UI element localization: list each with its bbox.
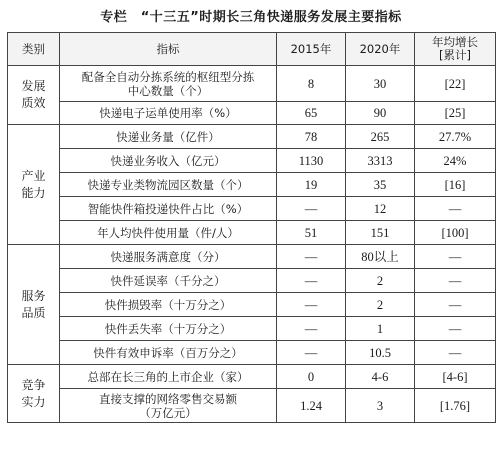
indicator-cell: 智能快件箱投递快件占比（%） bbox=[60, 197, 277, 221]
indicator-cell: 快件有效申诉率（百万分之） bbox=[60, 341, 277, 365]
indicator-cell: 快递业务量（亿件） bbox=[60, 125, 277, 149]
table-row bbox=[8, 125, 496, 149]
header-category: 类别 bbox=[8, 33, 60, 66]
table-row bbox=[8, 102, 496, 125]
table-title: 专栏 “十三五”时期长三角快递服务发展主要指标 bbox=[100, 10, 402, 25]
growth-cell: [1.76] bbox=[415, 389, 496, 423]
table-row bbox=[8, 365, 496, 389]
table-row bbox=[8, 341, 496, 365]
value-2020-cell: 35 bbox=[346, 173, 415, 197]
value-2020-cell: 151 bbox=[346, 221, 415, 245]
value-2020-cell: 1 bbox=[346, 317, 415, 341]
growth-cell: — bbox=[415, 197, 496, 221]
header-2015: 2015年 bbox=[277, 33, 346, 66]
table-row bbox=[8, 66, 496, 102]
category-cell: 发展 质效 bbox=[8, 66, 60, 125]
indicator-cell: 快件延误率（千分之） bbox=[60, 269, 277, 293]
growth-cell: — bbox=[415, 317, 496, 341]
growth-cell: [100] bbox=[415, 221, 496, 245]
value-2015-cell: — bbox=[277, 269, 346, 293]
header-2020: 2020年 bbox=[346, 33, 415, 66]
indicator-cell: 总部在长三角的上市企业（家） bbox=[60, 365, 277, 389]
value-2015-cell: — bbox=[277, 197, 346, 221]
value-2020-cell: 2 bbox=[346, 293, 415, 317]
header-indicator: 指标 bbox=[60, 33, 277, 66]
value-2020-cell: 3313 bbox=[346, 149, 415, 173]
growth-cell: [4-6] bbox=[415, 365, 496, 389]
value-2015-cell: 0 bbox=[277, 365, 346, 389]
document-frame bbox=[7, 4, 495, 423]
growth-cell: — bbox=[415, 269, 496, 293]
value-2015-cell: 1.24 bbox=[277, 389, 346, 423]
value-2015-cell: — bbox=[277, 293, 346, 317]
indicator-cell: 快件丢失率（十万分之） bbox=[60, 317, 277, 341]
category-cell: 服务 品质 bbox=[8, 245, 60, 365]
value-2015-cell: — bbox=[277, 317, 346, 341]
header-row bbox=[8, 33, 496, 66]
indicator-cell: 配备全自动分拣系统的枢纽型分拣 中心数量（个） bbox=[60, 66, 277, 102]
table-body bbox=[8, 66, 496, 423]
category-cell: 竞争 实力 bbox=[8, 365, 60, 423]
indicator-cell: 快递电子运单使用率（%） bbox=[60, 102, 277, 125]
indicator-cell: 快递服务满意度（分） bbox=[60, 245, 277, 269]
growth-cell: — bbox=[415, 341, 496, 365]
value-2020-cell: 10.5 bbox=[346, 341, 415, 365]
value-2020-cell: 30 bbox=[346, 66, 415, 102]
category-cell: 产业 能力 bbox=[8, 125, 60, 245]
table-row bbox=[8, 245, 496, 269]
table-row bbox=[8, 389, 496, 423]
table-row bbox=[8, 173, 496, 197]
growth-cell: [16] bbox=[415, 173, 496, 197]
table-row bbox=[8, 269, 496, 293]
value-2020-cell: 90 bbox=[346, 102, 415, 125]
indicator-cell: 快递专业类物流园区数量（个） bbox=[60, 173, 277, 197]
value-2020-cell: 3 bbox=[346, 389, 415, 423]
header-growth: 年均增长 [累计] bbox=[415, 33, 496, 66]
value-2015-cell: 8 bbox=[277, 66, 346, 102]
indicators-table bbox=[7, 32, 496, 423]
value-2015-cell: 51 bbox=[277, 221, 346, 245]
value-2015-cell: 1130 bbox=[277, 149, 346, 173]
table-row bbox=[8, 221, 496, 245]
value-2020-cell: 80以上 bbox=[346, 245, 415, 269]
growth-cell: [22] bbox=[415, 66, 496, 102]
table-row bbox=[8, 197, 496, 221]
value-2020-cell: 2 bbox=[346, 269, 415, 293]
value-2020-cell: 265 bbox=[346, 125, 415, 149]
table-row bbox=[8, 293, 496, 317]
value-2015-cell: — bbox=[277, 341, 346, 365]
growth-cell: [25] bbox=[415, 102, 496, 125]
growth-cell: 24% bbox=[415, 149, 496, 173]
table-header bbox=[8, 33, 496, 66]
value-2020-cell: 12 bbox=[346, 197, 415, 221]
value-2015-cell: 19 bbox=[277, 173, 346, 197]
indicator-cell: 快递业务收入（亿元） bbox=[60, 149, 277, 173]
growth-cell: — bbox=[415, 293, 496, 317]
value-2015-cell: — bbox=[277, 245, 346, 269]
growth-cell: — bbox=[415, 245, 496, 269]
value-2015-cell: 65 bbox=[277, 102, 346, 125]
indicator-cell: 快件损毁率（十万分之） bbox=[60, 293, 277, 317]
value-2015-cell: 78 bbox=[277, 125, 346, 149]
table-row bbox=[8, 317, 496, 341]
value-2020-cell: 4-6 bbox=[346, 365, 415, 389]
growth-cell: 27.7% bbox=[415, 125, 496, 149]
indicator-cell: 直接支撑的网络零售交易额 （万亿元） bbox=[60, 389, 277, 423]
table-row bbox=[8, 149, 496, 173]
indicator-cell: 年人均快件使用量（件/人） bbox=[60, 221, 277, 245]
